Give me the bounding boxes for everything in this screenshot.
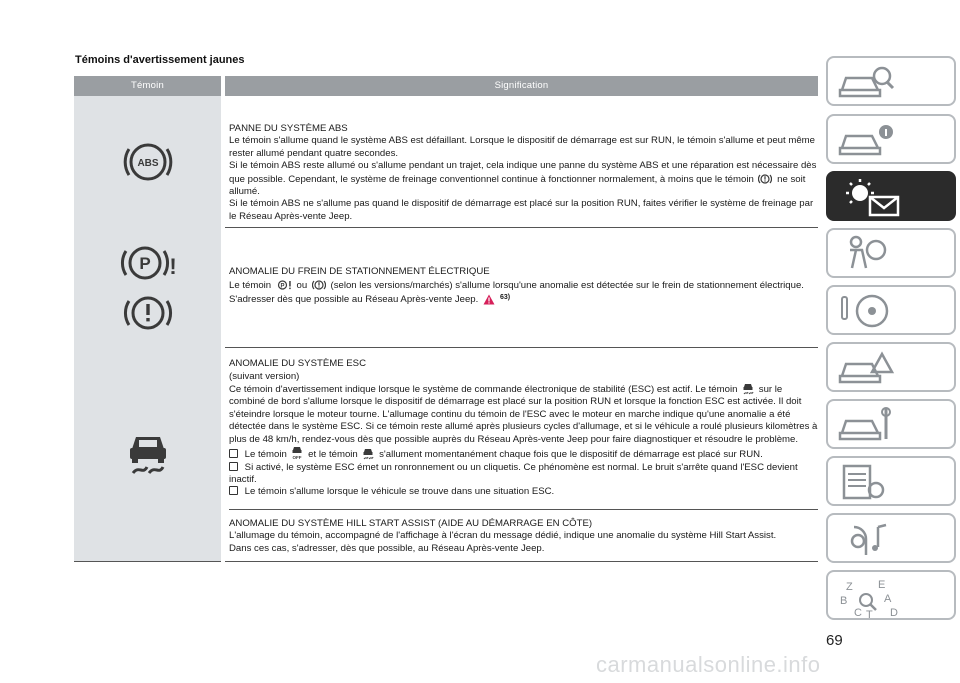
svg-text:C: C (854, 607, 862, 619)
epb-title: ANOMALIE DU FREIN DE STATIONNEMENT ÉLECTRIQUE (229, 266, 490, 278)
svg-text:T: T (866, 609, 873, 620)
table-header-row (74, 76, 818, 96)
park-brake-fault-icon (118, 240, 178, 286)
tab-emergency[interactable] (826, 342, 956, 392)
meaning-abs (223, 96, 818, 228)
esc-p1a: Ce témoin d'avertissement indique lorsque le système de commande électronique de stabilité (ESC) est actif. Le témoin (229, 384, 738, 396)
brake-system-warning-icon (121, 290, 175, 336)
abs-title: PANNE DU SYSTÈME ABS (229, 123, 348, 134)
car-emergency-icon (836, 348, 896, 388)
steering-wheel-icon (836, 291, 896, 331)
hsa-title: ANOMALIE DU SYSTÈME HILL START ASSIST (AIDE AU DÉMARRAGE EN CÔTE) (229, 517, 593, 529)
table-row-epb (74, 228, 818, 348)
icon-cell-epb (74, 228, 223, 348)
tab-multimedia[interactable] (826, 513, 956, 563)
svg-text:ABS: ABS (136, 157, 159, 169)
multimedia-icon (836, 519, 896, 559)
tab-safety[interactable] (826, 228, 956, 278)
note-bullet-icon (229, 449, 238, 458)
document-data-icon (836, 462, 896, 502)
svg-text:Z: Z (846, 581, 853, 593)
esc-n2: Si activé, le système ESC émet un ronronnement ou un cliquetis. Ce phénomène est normal. Le bruit s'arrête quand l'ESC devient inactif. (229, 461, 798, 485)
esc-skid-small-icon-2 (362, 448, 374, 460)
svg-text:D: D (890, 607, 898, 619)
svg-text:E: E (878, 579, 886, 591)
svg-text:P: P (138, 253, 151, 273)
hsa-p1: L'allumage du témoin, accompagné de l'affichage à l'écran du message dédié, indique une anomalie du système Hill Start Assist. (229, 530, 777, 542)
page-number: 69 (826, 632, 843, 649)
esc-n1a: Le témoin (244, 449, 287, 461)
esc-off-small-icon (291, 446, 303, 460)
sub-divider (229, 509, 818, 510)
tab-index[interactable] (826, 570, 956, 620)
abs-p1: Le témoin s'allume quand le système ABS est défaillant. Lorsque le dispositif de démarrage est sur RUN, le témoin s'allume et peut même rester allumé pendant quatre secondes. (229, 135, 815, 159)
tab-maintenance[interactable] (826, 399, 956, 449)
svg-text:OFF: OFF (292, 455, 302, 461)
esc-p1b: sur le combiné de bord s'allume lorsque le dispositif de démarrage est placé sur la position RUN et lorsque la fonction ESC est activée. Il doit s'éteindre lorsque le moteur tourne. L'allumage continu du témoin de l'ESC avec le moteur en marche indique qu'une anomalie a été détectée dans le système ESC. Si ce témoin reste allumé après plusieurs cycles d'allumage, et si le véhicule a roulé plusieurs kilomètres à plus de 48 km/h, rendez-vous dès que possible auprès du Réseau Après-vente Jeep pour faire diagnostiquer et résoudre le problème. (229, 384, 818, 445)
esc-title: ANOMALIE DU SYSTÈME ESC (229, 358, 367, 370)
meaning-esc-hsa (223, 348, 818, 562)
esc-skid-warning-icon (123, 429, 173, 479)
epb-reference: 63) (499, 294, 511, 302)
alphabet-index-icon (836, 576, 906, 620)
header-meaning: Signification (223, 76, 818, 96)
epb-p1a: Le témoin (229, 279, 272, 291)
danger-triangle-icon (483, 294, 495, 305)
car-wrench-icon (836, 405, 896, 445)
hsa-p2: Dans ces cas, s'adresser, dès que possible, au Réseau Après-vente Jeep. (229, 542, 545, 554)
abs-p3: Si le témoin ABS ne s'allume pas quand le dispositif de démarrage est placé sur la position RUN, faites vérifier le système de freinage par le Réseau Après-vente Jeep. (229, 198, 814, 222)
epb-p1c: (selon les versions/marchés) s'allume lorsqu'une anomalie est détectée sur le frein de stationnement électrique. S'adresser dès que possible au Réseau Après-vente Jeep. (229, 279, 804, 306)
esc-skid-small-icon (742, 383, 754, 395)
table-row-esc-hsa (74, 348, 818, 562)
note-bullet-icon (229, 462, 238, 471)
tab-car-info[interactable] (826, 114, 956, 164)
header-icon: Témoin (74, 76, 223, 96)
note-bullet-icon (229, 486, 238, 495)
svg-text:P: P (280, 282, 285, 289)
car-info-icon (836, 120, 896, 160)
brake-warning-icon (758, 173, 772, 185)
warning-light-message-icon (836, 177, 906, 221)
warning-lights-table (74, 76, 818, 562)
icon-cell-abs (74, 96, 223, 228)
esc-subtitle: (suivant version) (229, 370, 300, 382)
car-search-icon (836, 62, 896, 102)
abs-p2a: Si le témoin ABS reste allumé ou s'allume pendant un trajet, cela indique une panne du système ABS et une réparation est nécessaire dès que possible. Cependant, le système de freinage conventionnel continue à fonctionner normalement, à moins que le témoin (229, 160, 817, 185)
watermark: carmanualsonline.info (596, 652, 821, 677)
section-title: Témoins d'avertissement jaunes (75, 54, 245, 66)
brake-warning-small-icon (312, 279, 326, 291)
esc-n1c: s'allument momentanément chaque fois que le dispositif de démarrage est placé sur RUN. (379, 449, 763, 461)
svg-text:!: ! (168, 253, 177, 279)
svg-text:B: B (840, 595, 848, 607)
abs-warning-icon (121, 135, 175, 189)
svg-text:A: A (884, 593, 892, 605)
meaning-epb (223, 228, 818, 348)
esc-n3: Le témoin s'allume lorsque le véhicule se trouve dans une situation ESC. (244, 486, 555, 498)
icon-cell-esc (74, 348, 223, 562)
tab-driving[interactable] (826, 285, 956, 335)
tab-car-overview[interactable] (826, 56, 956, 106)
table-row-abs (74, 96, 818, 228)
esc-n1b: et le témoin (308, 449, 358, 461)
epb-p1b: ou (296, 279, 308, 291)
park-brake-fault-small-icon (276, 279, 292, 291)
abs-p2b: ne soit allumé. (229, 173, 806, 198)
tab-warning-lights[interactable] (826, 171, 956, 221)
airbag-safety-icon (836, 234, 896, 274)
tab-technical-data[interactable] (826, 456, 956, 506)
